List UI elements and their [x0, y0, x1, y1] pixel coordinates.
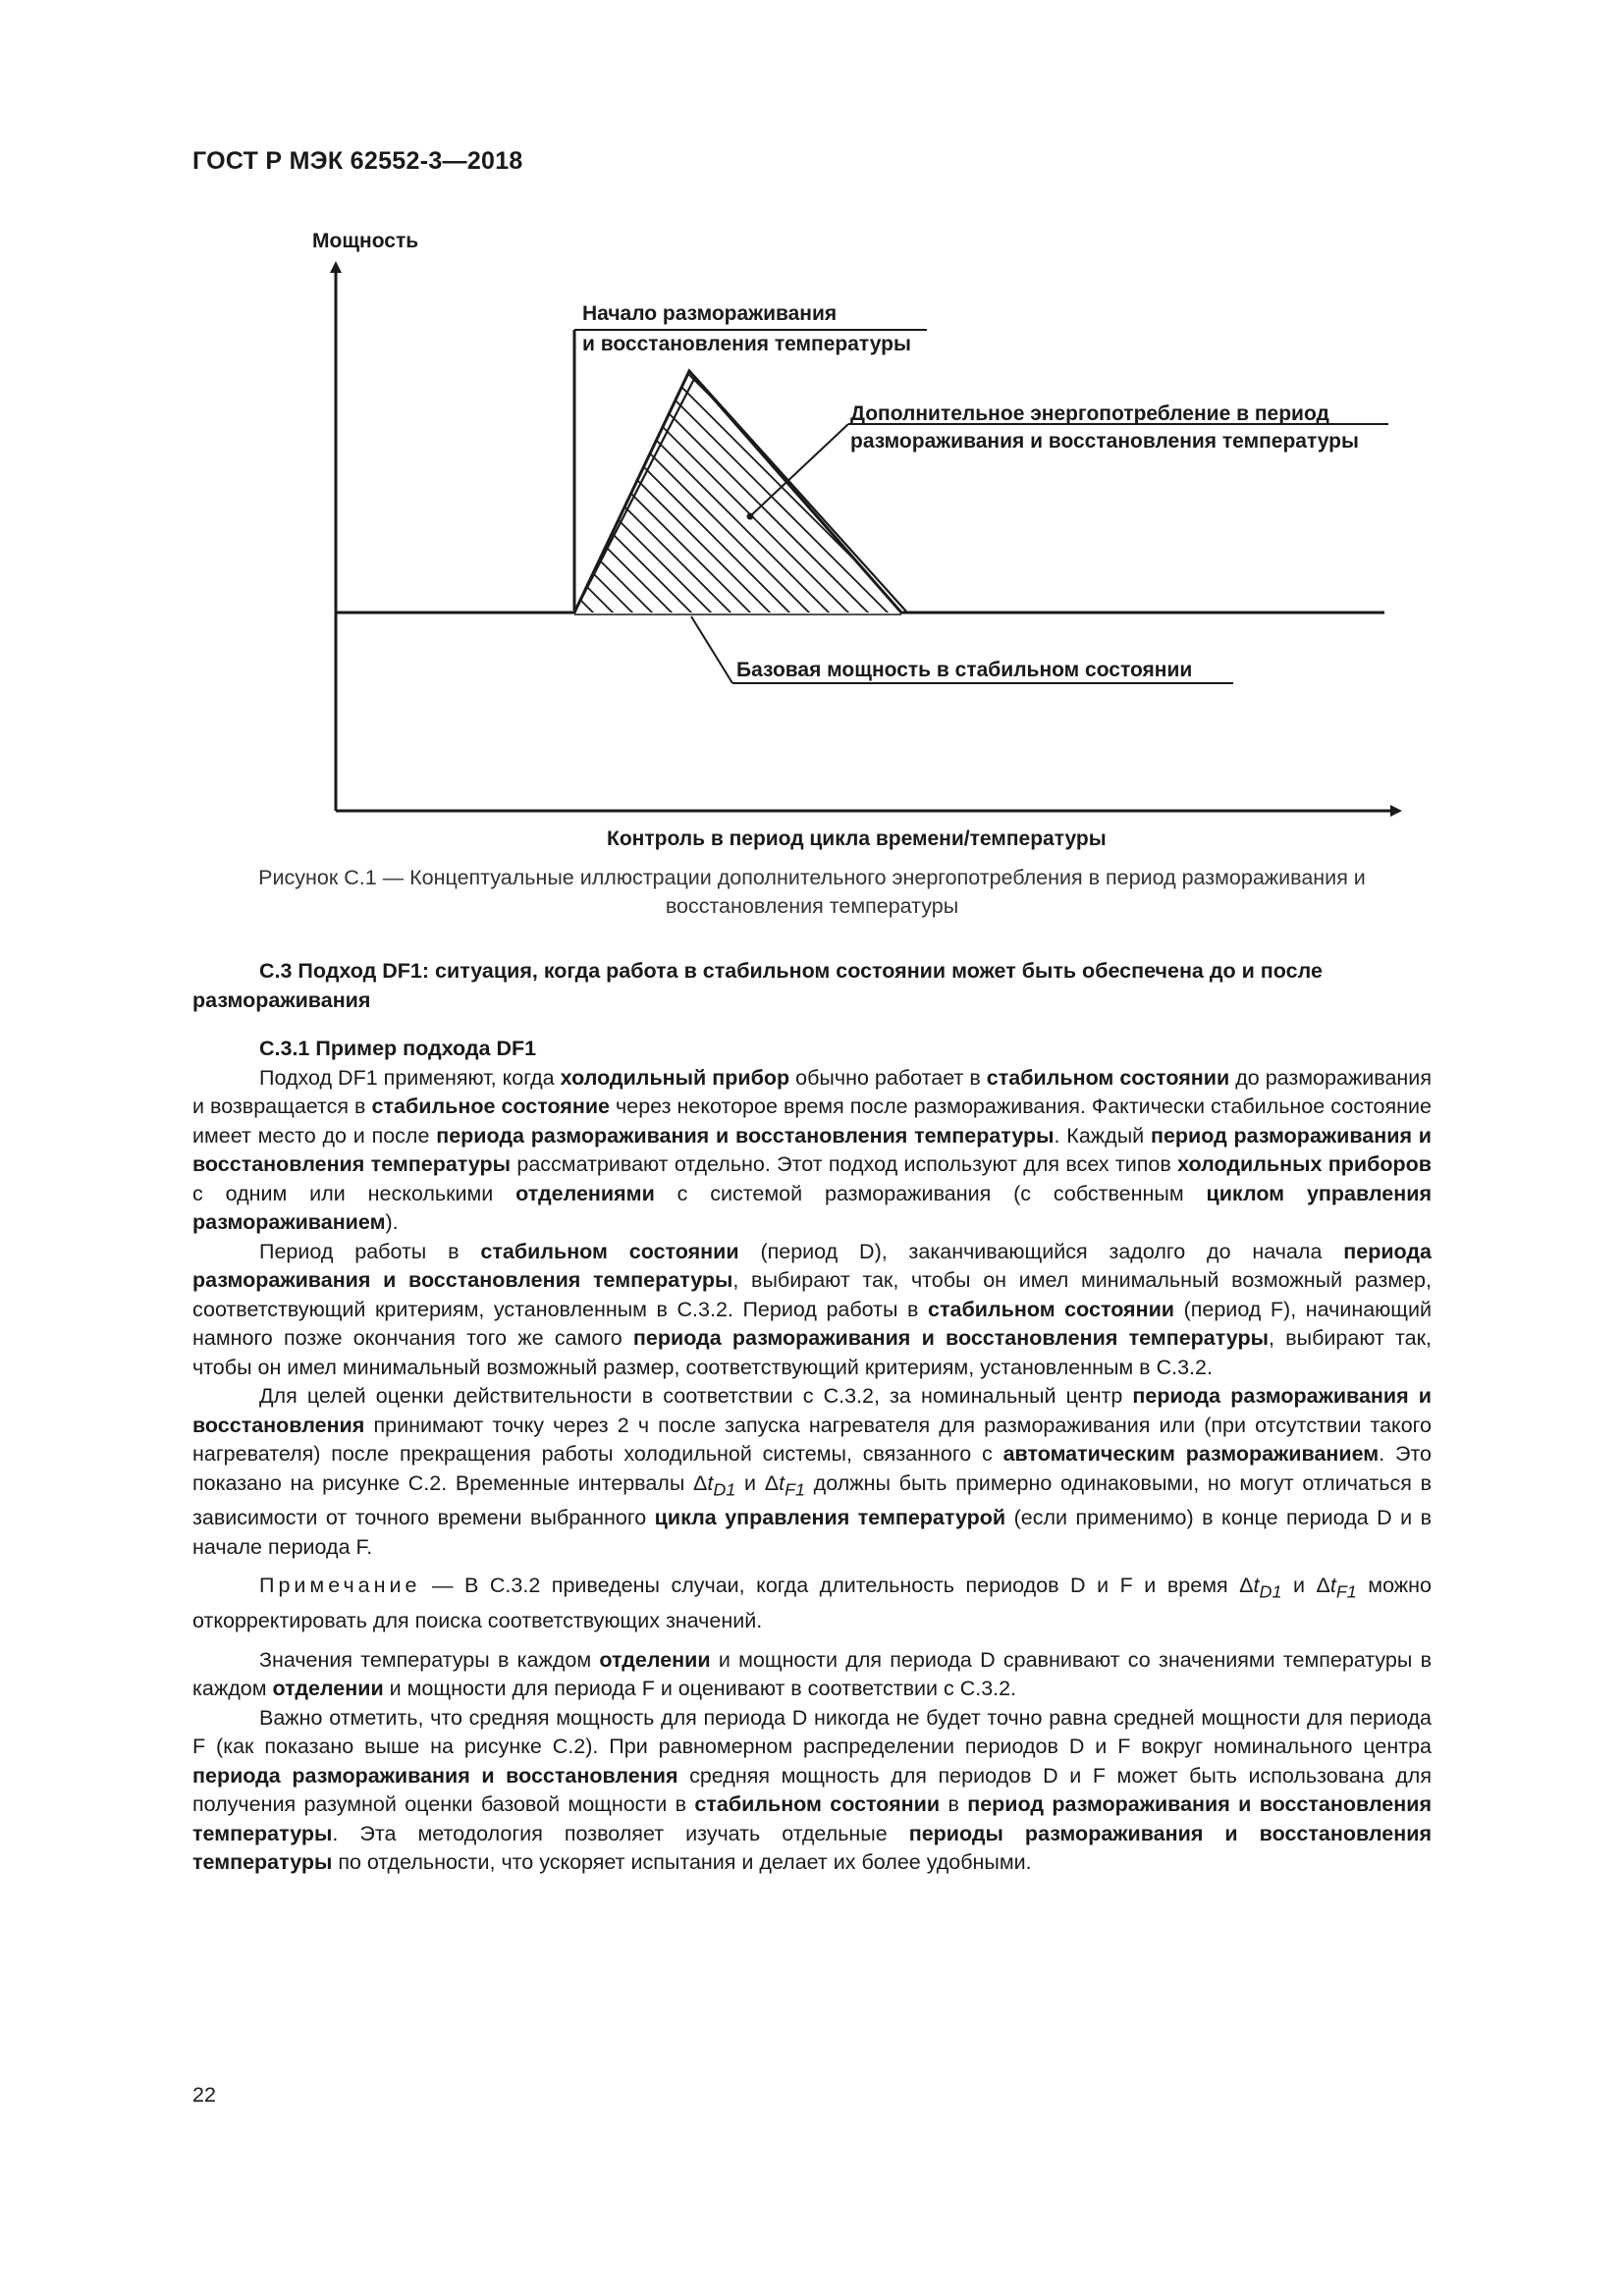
- x-axis-label: Контроль в период цикла времени/температуры: [607, 828, 1107, 850]
- section-c31-title: С.3.1 Пример подхода DF1: [259, 1037, 537, 1060]
- body-text: [192, 957, 1432, 1878]
- document-header: ГОСТ Р МЭК 62552-3—2018: [192, 147, 523, 175]
- paragraph-5: Важно отметить, что средняя мощность для периода D никогда не будет точно равна средней мощности для периода F (как показано выше на рисунке С.2). При равномерном распределении периодов D и F вокруг номинального центра периода размораживания и восстановления средняя мощность для периодов D и F может быть использована для получения разумной оценки базовой мощности в стабильном состоянии в период размораживания и восстановления температуры. Эта методология позволяет изучать отдельные периоды размораживания и восстановления температуры по отдельности, что ускоряет испытания и делает их более удобными.: [192, 1705, 1433, 1875]
- y-axis-label: Мощность: [312, 230, 419, 252]
- paragraph-1: Подход DF1 применяют, когда холодильный прибор обычно работает в стабильном состоянии до размораживания и возвращается в стабильное состояние через некоторое время после размораживания. Фактически стабильное состояние имеет место до и после периода размораживания и восстановления температуры. Каждый период размораживания и восстановления температуры рассматривают отдельно. Этот подход используют для всех типов холодильных приборов с одним или несколькими отделениями с системой размораживания (с собственным циклом управления размораживанием).: [192, 1065, 1433, 1234]
- section-c3-title: С.3 Подход DF1: ситуация, когда работа в стабильном состоянии может быть обеспечена до и после размораживания: [192, 959, 1323, 1012]
- extra-energy-leader-dot: [747, 513, 754, 520]
- figure-c1: [0, 0, 1624, 864]
- figure-caption-line1: Рисунок С.1 — Концептуальные иллюстрации дополнительного энергопотребления в период размораживания и: [258, 866, 1366, 889]
- paragraph-2: Период работы в стабильном состоянии (период D), заканчивающийся задолго до начала периода размораживания и восстановления температуры, выбирают так, чтобы он имел минимальный возможный размер, соответствующий критериям, установленным в С.3.2. Период работы в стабильном состоянии (период F), начинающий намного позже окончания того же самого периода размораживания и восстановления температуры, выбирают так, чтобы он имел минимальный возможный размер, соответствующий критериям, установленным в С.3.2.: [192, 1239, 1433, 1379]
- figure-caption-line2: восстановления температуры: [665, 894, 959, 918]
- defrost-start-label-line1: Начало размораживания: [582, 302, 838, 325]
- page-number: 22: [192, 2083, 216, 2107]
- base-power-label: Базовая мощность в стабильном состоянии: [736, 659, 1193, 681]
- paragraph-3: Для целей оценки действительности в соответствии с С.3.2, за номинальный центр периода размораживания и восстановления принимают точку через 2 ч после запуска нагревателя для размораживания или (при отсутствии такого нагревателя) после прекращения работы холодильной системы, связанного с автоматическим размораживанием. Это показано на рисунке С.2. Временные интервалы $\Delta t_{D1}$ и $\Delta t_{F1}$ должны быть примерно одинаковыми, но могут отличаться в зависимости от точного времени выбранного цикла управления температурой (если применимо) в конце периода D и в начале периода F.: [192, 1384, 1433, 1559]
- defrost-start-label-line2: и восстановления температуры: [582, 333, 911, 355]
- extra-energy-label-line1: Дополнительное энергопотребление в период: [850, 402, 1329, 425]
- figure-caption: [196, 864, 1428, 921]
- note: Примечание — В С.3.2 приведены случаи, когда длительность периодов D и F и время $\Delta t_{D1}$ и $\Delta t_{F1}$ можно откорректировать для поиска соответствующих значений.: [192, 1574, 1432, 1633]
- base-power-leader: [691, 616, 732, 683]
- extra-energy-label-line2: размораживания и восстановления температуры: [850, 430, 1359, 453]
- paragraph-4: Значения температуры в каждом отделении и мощности для периода D сравнивают со значениями температуры в каждом отделении и мощности для периода F и оценивают в соответствии с С.3.2.: [192, 1647, 1432, 1701]
